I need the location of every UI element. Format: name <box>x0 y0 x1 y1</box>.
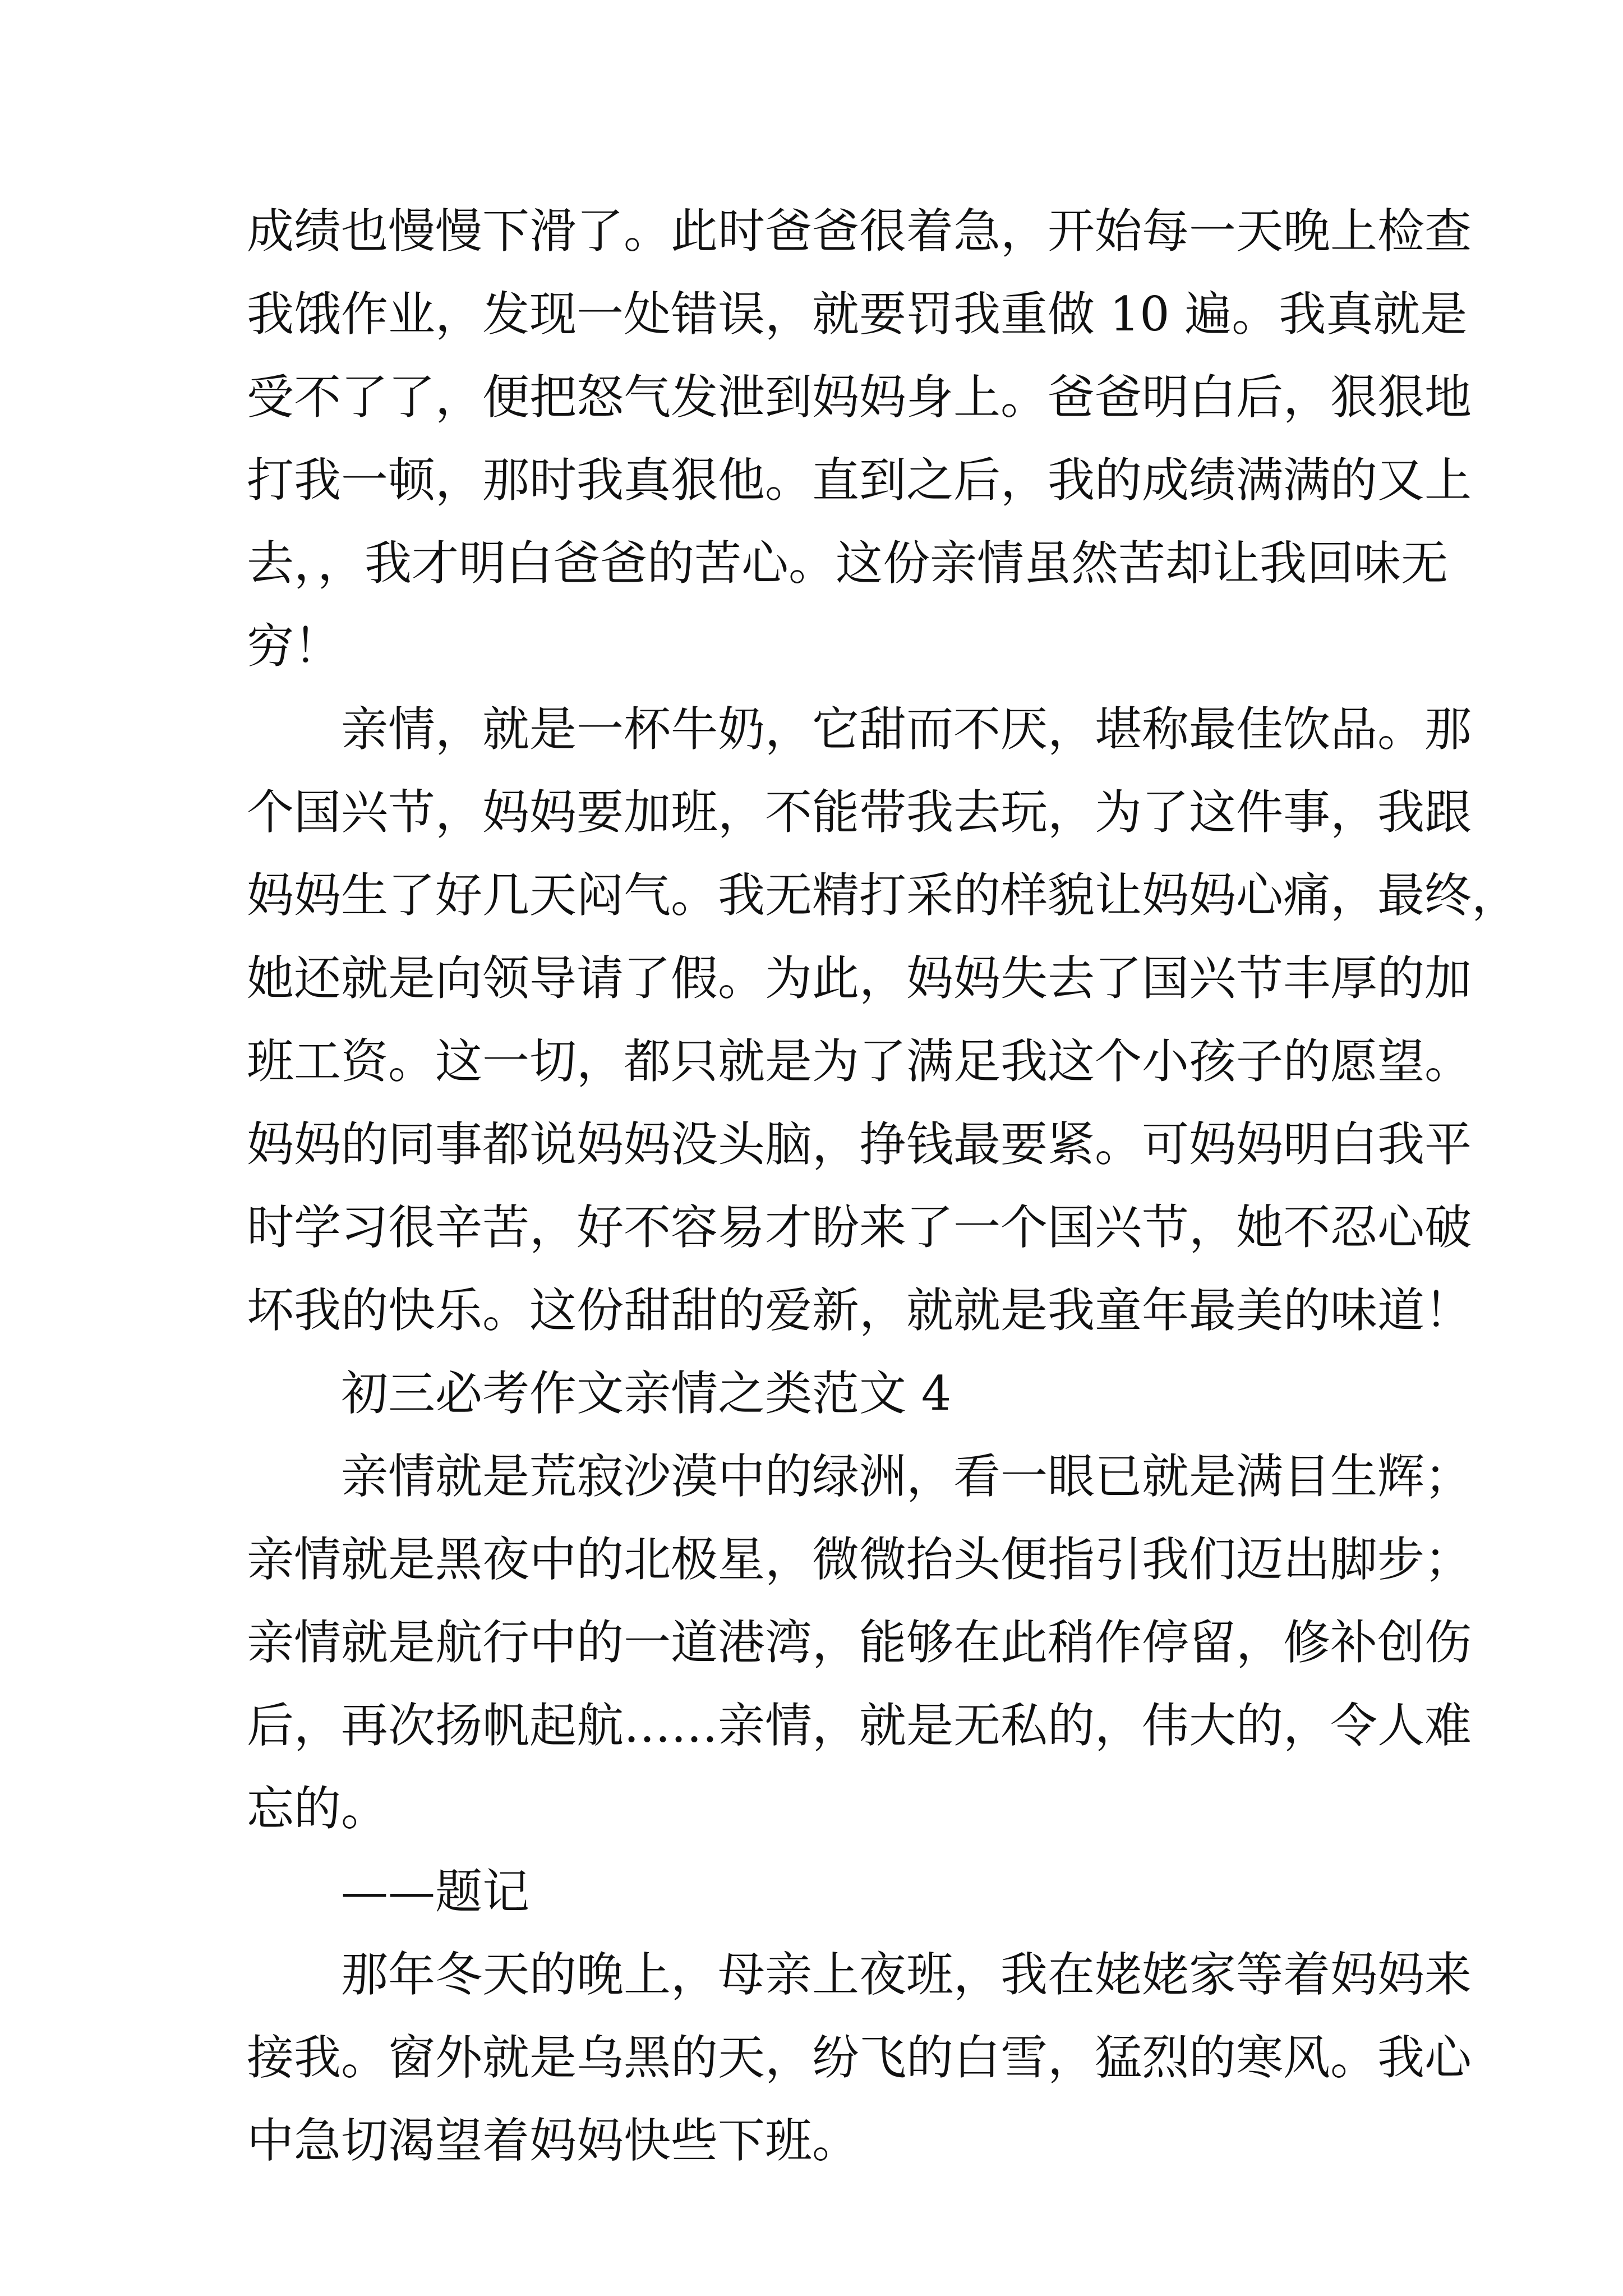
text-line: 忘的。 <box>247 1781 389 1836</box>
text-line: 班工资。这一切，都只就是为了满足我这个小孩子的愿望。 <box>247 1034 1472 1089</box>
text-line: 穷！ <box>247 619 342 674</box>
text-line: 中急切渴望着妈妈快些下班。 <box>247 2113 860 2168</box>
section-heading: 初三必考作文亲情之类范文 4 <box>341 1366 952 1421</box>
text-line: 妈妈的同事都说妈妈没头脑，挣钱最要紧。可妈妈明白我平 <box>247 1117 1472 1172</box>
text-line: 亲情就是航行中的一道港湾，能够在此稍作停留，修补创伤 <box>247 1615 1472 1670</box>
text-line: 个国兴节，妈妈要加班，不能带我去玩，为了这件事，我跟 <box>247 785 1472 840</box>
text-line: 妈妈生了好几天闷气。我无精打采的样貌让妈妈心痛，最终， <box>247 868 1519 923</box>
paragraph-first-line: 亲情，就是一杯牛奶，它甜而不厌，堪称最佳饮品。那 <box>341 702 1472 757</box>
document-body <box>247 190 1519 2182</box>
text-line: 受不了了，便把怒气发泄到妈妈身上。爸爸明白后，狠狠地 <box>247 370 1472 425</box>
text-line: 成绩也慢慢下滑了。此时爸爸很着急，开始每一天晚上检查 <box>247 204 1472 259</box>
text-line: 去，，我才明白爸爸的苦心。这份亲情虽然苦却让我回味无 <box>247 536 1449 591</box>
text-line: 亲情就是黑夜中的北极星，微微抬头便指引我们迈出脚步； <box>247 1532 1472 1587</box>
text-line: 接我。窗外就是乌黑的天，纷飞的白雪，猛烈的寒风。我心 <box>247 2030 1472 2085</box>
text-line: 打我一顿，那时我真狠他。直到之后，我的成绩满满的又上 <box>247 453 1472 508</box>
text-line: 后，再次扬帆起航……亲情，就是无私的，伟大的，令人难 <box>247 1698 1472 1753</box>
paragraph-first-line: 亲情就是荒寂沙漠中的绿洲，看一眼已就是满目生辉； <box>341 1449 1472 1504</box>
text-line: 我饿作业，发现一处错误，就要罚我重做 10 遍。我真就是 <box>247 287 1468 342</box>
text-line: 坏我的快乐。这份甜甜的爱新，就就是我童年最美的味道！ <box>247 1283 1472 1338</box>
text-line: 时学习很辛苦，好不容易才盼来了一个国兴节，她不忍心破 <box>247 1200 1472 1255</box>
epigraph-attribution: ——题记 <box>341 1864 530 1919</box>
paragraph-first-line: 那年冬天的晚上，母亲上夜班，我在姥姥家等着妈妈来 <box>341 1947 1472 2002</box>
text-line: 她还就是向领导请了假。为此，妈妈失去了国兴节丰厚的加 <box>247 951 1472 1006</box>
